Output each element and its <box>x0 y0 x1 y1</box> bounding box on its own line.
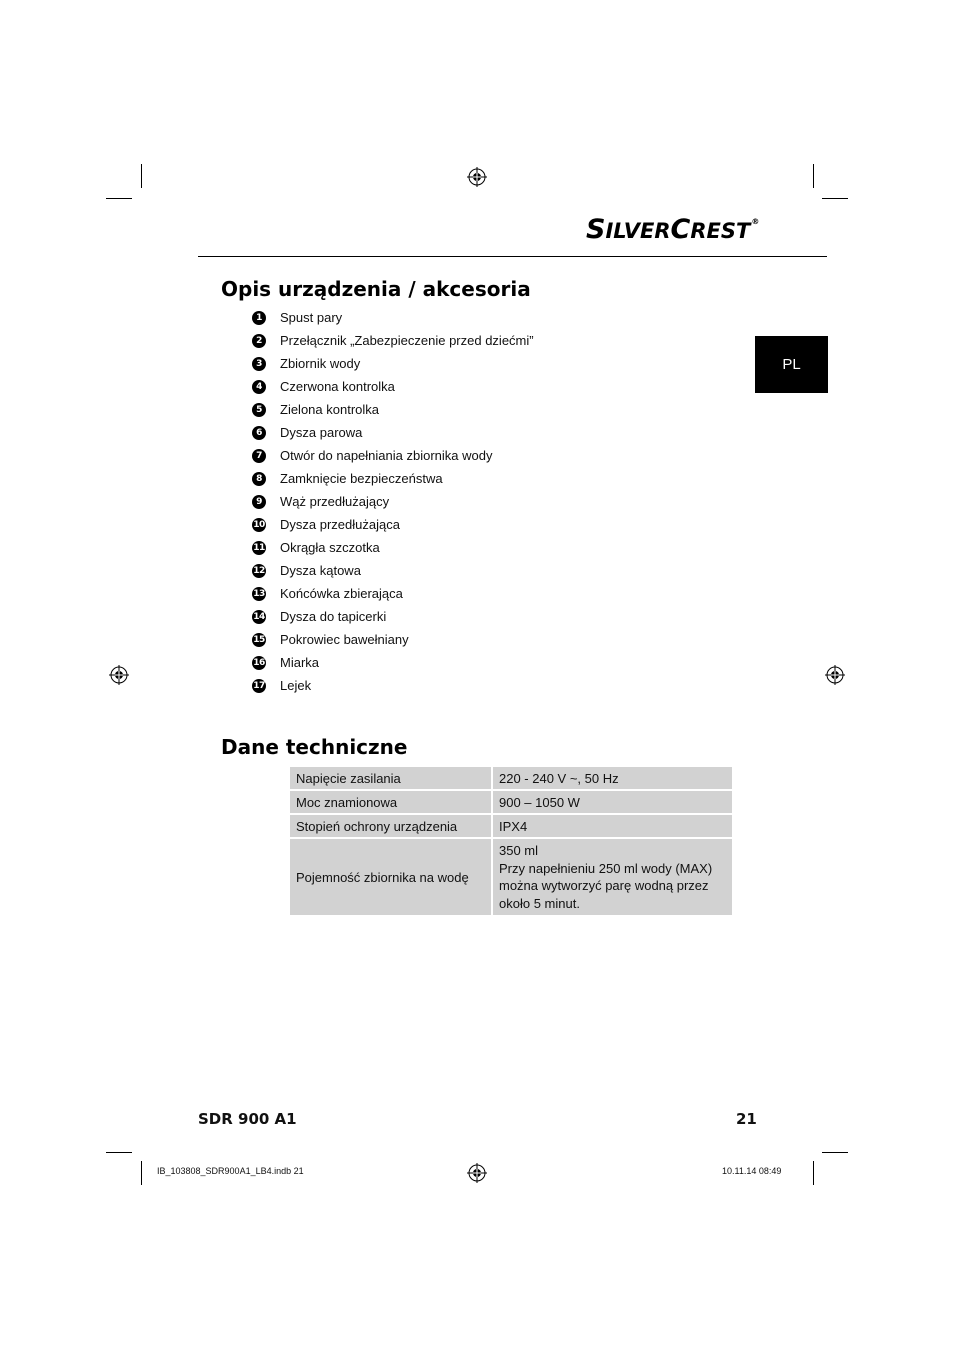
parts-list <box>252 306 534 697</box>
spec-value: IPX4 <box>493 815 732 839</box>
spec-key: Pojemność zbiornika na wodę <box>290 839 493 917</box>
logo-text: ILVER <box>605 219 671 243</box>
list-item <box>252 352 534 375</box>
item-number-badge: 12 <box>253 565 265 576</box>
list-item <box>252 306 534 329</box>
item-label: Otwór do napełniania zbiornika wody <box>280 448 493 463</box>
list-item <box>252 628 534 651</box>
item-label: Okrągła szczotka <box>280 540 380 555</box>
page-number: 21 <box>736 1110 757 1128</box>
list-item <box>252 605 534 628</box>
crop-mark <box>141 1161 142 1185</box>
spec-key: Moc znamionowa <box>290 791 493 815</box>
list-item <box>252 559 534 582</box>
item-label: Przełącznik „Zabezpieczenie przed dziećmi” <box>280 333 534 348</box>
spec-value: 900 – 1050 W <box>493 791 732 815</box>
item-label: Dysza przedłużająca <box>280 517 400 532</box>
item-label: Dysza kątowa <box>280 563 361 578</box>
slug-filename: IB_103808_SDR900A1_LB4.indb 21 <box>157 1166 304 1176</box>
item-label: Końcówka zbierająca <box>280 586 403 601</box>
item-label: Pokrowiec bawełniany <box>280 632 409 647</box>
logo-letter: S <box>586 214 606 245</box>
list-item <box>252 421 534 444</box>
spec-value-line: około 5 minut. <box>499 895 580 911</box>
spec-value-line: 350 ml <box>499 843 539 858</box>
item-label: Zbiornik wody <box>280 356 361 371</box>
item-number-badge: 6 <box>252 426 266 440</box>
item-number-badge: 4 <box>252 380 266 394</box>
registered-mark: ® <box>751 217 760 226</box>
list-item <box>252 467 534 490</box>
item-label: Zamknięcie bezpieczeństwa <box>280 471 443 486</box>
item-number-badge: 8 <box>252 472 266 486</box>
spec-value: 220 - 240 V ~, 50 Hz <box>493 767 732 791</box>
spec-value-line: Przy napełnieniu 250 ml wody (MAX) <box>499 860 713 876</box>
registration-mark-icon <box>467 167 487 187</box>
model-number: SDR 900 A1 <box>198 1110 297 1128</box>
table-row <box>290 839 732 917</box>
list-item <box>252 651 534 674</box>
crop-mark <box>141 164 142 188</box>
spec-value-line: można wytworzyć parę wodną przez <box>499 878 709 893</box>
crop-mark <box>813 1161 814 1185</box>
item-number-badge: 10 <box>253 519 265 530</box>
crop-mark <box>822 1152 848 1153</box>
table-row <box>290 767 732 791</box>
section-title-technical: Dane techniczne <box>221 735 408 759</box>
list-item <box>252 582 534 605</box>
spec-key: Napięcie zasilania <box>290 767 493 791</box>
item-label: Dysza do tapicerki <box>280 609 387 624</box>
crop-mark <box>813 164 814 188</box>
registration-mark-icon <box>467 1163 487 1183</box>
item-label: Spust pary <box>280 310 343 325</box>
spec-key: Stopień ochrony urządzenia <box>290 815 493 839</box>
brand-logo <box>586 214 760 245</box>
logo-letter: C <box>670 214 691 245</box>
list-item <box>252 375 534 398</box>
language-tab <box>755 336 828 393</box>
table-row <box>290 815 732 839</box>
table-row <box>290 791 732 815</box>
registration-mark-icon <box>109 665 129 685</box>
list-item <box>252 536 534 559</box>
item-label: Dysza parowa <box>280 425 363 440</box>
list-item <box>252 674 534 697</box>
list-item <box>252 398 534 421</box>
item-number-badge: 7 <box>252 449 266 463</box>
spec-value <box>493 839 732 917</box>
item-label: Lejek <box>280 678 312 693</box>
item-number-badge: 3 <box>252 357 266 371</box>
technical-data-table <box>290 767 732 917</box>
item-number-badge: 2 <box>252 334 266 348</box>
item-label: Czerwona kontrolka <box>280 379 395 394</box>
item-number-badge: 5 <box>252 403 266 417</box>
item-label: Zielona kontrolka <box>280 402 379 417</box>
logo-text: REST <box>690 219 751 243</box>
crop-mark <box>106 1152 132 1153</box>
list-item <box>252 513 534 536</box>
crop-mark <box>822 198 848 199</box>
item-number-badge: 11 <box>253 542 265 553</box>
item-number-badge: 15 <box>253 634 265 645</box>
item-label: Miarka <box>280 655 320 670</box>
item-label: Wąż przedłużający <box>280 494 390 509</box>
list-item <box>252 444 534 467</box>
section-title-description: Opis urządzenia / akcesoria <box>221 277 531 301</box>
list-item <box>252 490 534 513</box>
item-number-badge: 13 <box>253 588 265 599</box>
header-divider <box>198 256 827 257</box>
item-number-badge: 9 <box>252 495 266 509</box>
item-number-badge: 1 <box>252 311 266 325</box>
item-number-badge: 17 <box>253 680 265 691</box>
crop-mark <box>106 198 132 199</box>
item-number-badge: 14 <box>253 611 265 622</box>
list-item <box>252 329 534 352</box>
item-number-badge: 16 <box>253 657 265 668</box>
language-tab-label: PL <box>782 356 801 373</box>
slug-date: 10.11.14 08:49 <box>722 1166 782 1176</box>
registration-mark-icon <box>825 665 845 685</box>
